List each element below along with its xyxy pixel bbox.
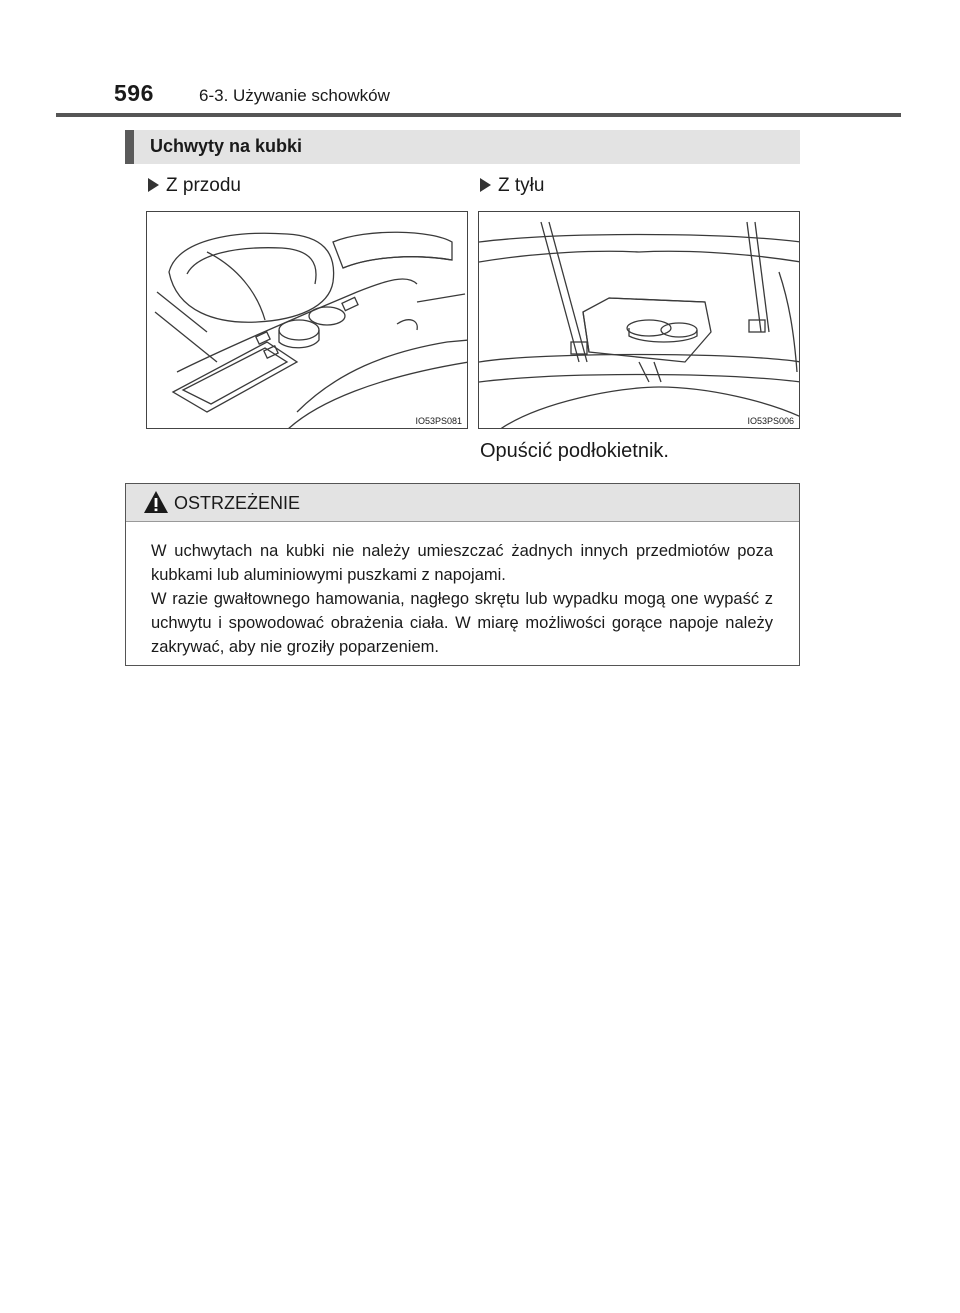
warning-triangle-icon xyxy=(143,490,169,514)
caption-front-text: Z przodu xyxy=(166,175,241,196)
front-cup-holder-illustration xyxy=(146,211,468,429)
header-rule xyxy=(56,113,901,117)
front-console-drawing xyxy=(147,212,468,429)
warning-header xyxy=(126,484,799,522)
warning-title: OSTRZEŻENIE xyxy=(174,493,301,513)
warning-paragraph: W uchwytach na kubki nie należy umieszczać żadnych innych przedmiotów poza kubkami lub aluminiowymi puszkami z napojami. xyxy=(151,542,773,584)
triangle-bullet-icon xyxy=(480,178,491,192)
rear-armrest-drawing xyxy=(479,212,800,429)
figure-code-rear: IO53PS006 xyxy=(747,416,794,426)
subsection-heading xyxy=(125,130,800,164)
page-number: 596 xyxy=(114,80,154,106)
caption-front xyxy=(148,175,241,197)
caption-rear xyxy=(480,175,544,197)
figure-code-front: IO53PS081 xyxy=(415,416,462,426)
warning-box xyxy=(125,483,800,666)
warning-paragraph: W razie gwałtownego hamowania, nagłego skrętu lub wypadku mogą one wypaść z uchwytu i spowodować obrażenia ciała. W miarę możliwości gorące napoje należy zakrywać, aby nie groziły poparzeniem. xyxy=(151,590,773,656)
rear-armrest-illustration xyxy=(478,211,800,429)
subsection-title: Uchwyty na kubki xyxy=(150,136,303,156)
section-title: 6-3. Używanie schowków xyxy=(199,86,390,105)
instruction-text: Opuścić podłokietnik. xyxy=(480,440,669,462)
warning-body xyxy=(151,539,773,659)
caption-rear-text: Z tyłu xyxy=(498,175,545,196)
triangle-bullet-icon xyxy=(148,178,159,192)
